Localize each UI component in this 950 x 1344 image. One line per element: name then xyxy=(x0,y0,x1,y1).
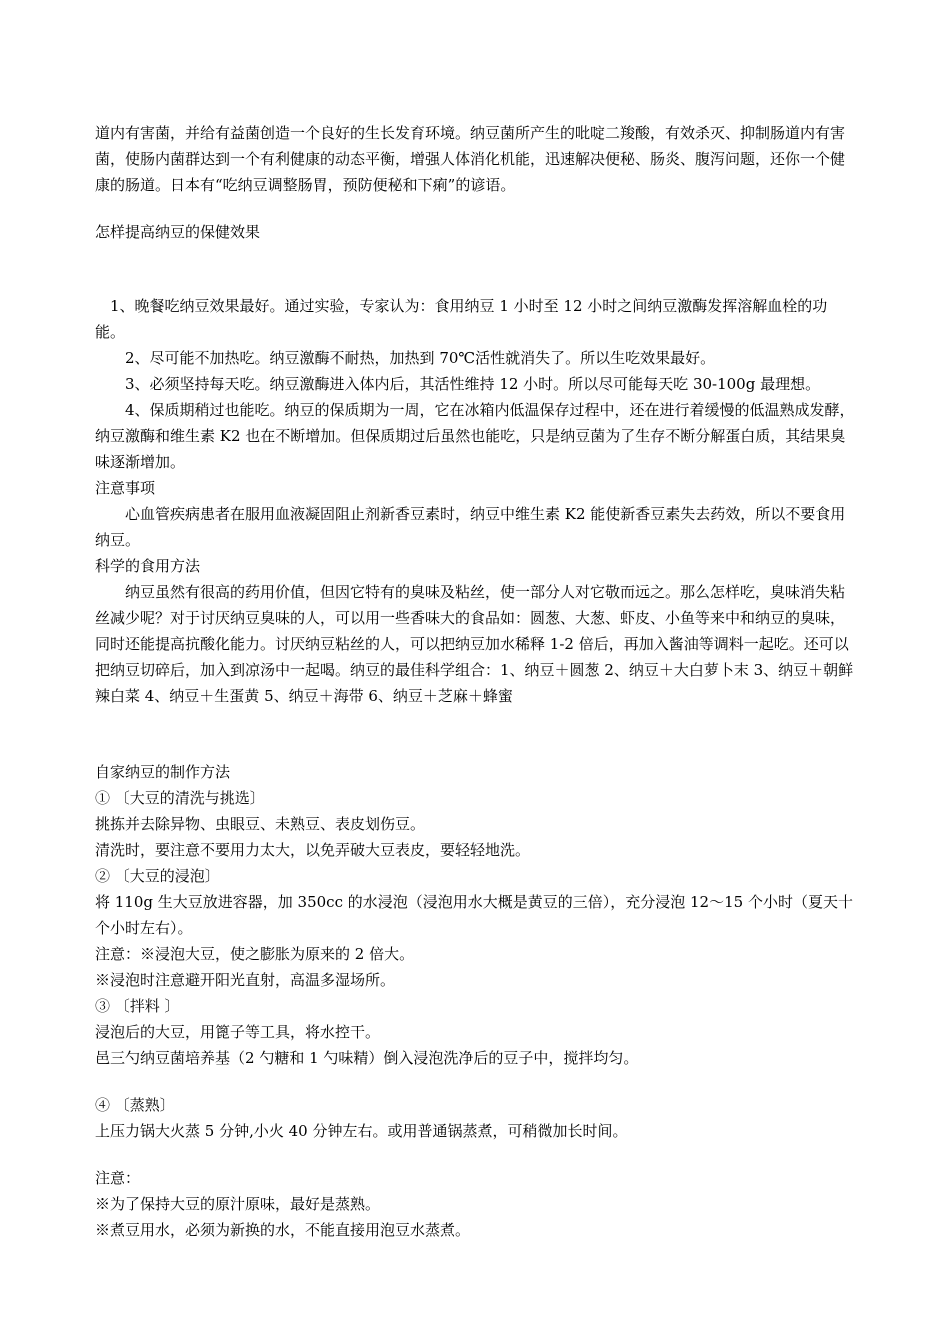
section-heading-cautions: 注意事项 xyxy=(95,479,156,497)
step-3-line: 邑三勺纳豆菌培养基（2 勺糖和 1 勺味精）倒入浸泡洗净后的豆子中，搅拌均匀。 xyxy=(95,1049,639,1067)
section-heading-eating-method: 科学的食用方法 xyxy=(95,557,201,575)
step-2-line: 注意：※浸泡大豆，使之膨胀为原来的 2 倍大。 xyxy=(95,945,415,963)
step-1-line: 挑拣并去除异物、虫眼豆、未熟豆、表皮划伤豆。 xyxy=(95,815,426,833)
tip-item-1: 1、晚餐吃纳豆效果最好。通过实验，专家认为：食用纳豆 1 小时至 12 小时之间纳豆激酶发挥溶解血栓的功能。 xyxy=(95,297,828,341)
spacer xyxy=(95,245,855,293)
step-2-title: ② 〔大豆的浸泡〕 xyxy=(95,867,220,885)
tip-item-4: 4、保质期稍过也能吃。纳豆的保质期为一周，它在冰箱内低温保存过程中，还在进行着缓慢的低温熟成发酵，纳豆激酶和维生素 K2 也在不断增加。但保质期过后虽然也能吃，只是纳豆菌为了生存不断分解蛋白质，其结果臭味逐渐增加。 xyxy=(95,401,855,471)
step-3-line: 浸泡后的大豆，用篦子等工具，将水控干。 xyxy=(95,1023,381,1041)
spacer xyxy=(95,1071,855,1092)
step-4-title: ④ 〔蒸熟〕 xyxy=(95,1096,175,1114)
note-line: ※为了保持大豆的原汁原味，最好是蒸熟。 xyxy=(95,1195,381,1213)
note-line: ※煮豆用水，必须为新换的水，不能直接用泡豆水蒸煮。 xyxy=(95,1221,471,1239)
document-page xyxy=(95,120,855,1243)
spacer xyxy=(95,198,855,219)
step-3-title: ③ 〔拌料 〕 xyxy=(95,997,180,1015)
spacer xyxy=(95,709,855,759)
step-1-line: 清洗时，要注意不要用力太大，以免弄破大豆表皮，要轻轻地洗。 xyxy=(95,841,531,859)
section-heading-health-effect: 怎样提高纳豆的保健效果 xyxy=(95,223,261,241)
step-1-title: ① 〔大豆的清洗与挑选〕 xyxy=(95,789,265,807)
note-title: 注意： xyxy=(95,1169,141,1187)
section-heading-homemade: 自家纳豆的制作方法 xyxy=(95,763,231,781)
step-2-line: ※浸泡时注意避开阳光直射，高温多湿场所。 xyxy=(95,971,396,989)
tip-item-2: 2、尽可能不加热吃。纳豆激酶不耐热，加热到 70℃活性就消失了。所以生吃效果最好。 xyxy=(125,349,716,367)
step-2-line: 将 110g 生大豆放进容器，加 350cc 的水浸泡（浸泡用水大概是黄豆的三倍），充分浸泡 12～15 个小时（夏天十个小时左右）。 xyxy=(95,893,853,937)
eating-method-paragraph: 纳豆虽然有很高的药用价值，但因它特有的臭味及粘丝，使一部分人对它敬而远之。那么怎样吃，臭味消失粘丝减少呢？对于讨厌纳豆臭味的人，可以用一些香味大的食品如：圆葱、大葱、虾皮、小鱼等来中和纳豆的臭味，同时还能提高抗酸化能力。讨厌纳豆粘丝的人，可以把纳豆加水稀释 1-2 倍后，再加入酱油等调料一起吃。还可以把纳豆切碎后，加入到凉汤中一起喝。纳豆的最佳科学组合：1、纳豆＋圆葱 2、纳豆＋大白萝卜末 3、纳豆＋朝鲜辣白菜 4、纳豆＋生蛋黄 5、纳豆＋海带 6、纳豆＋芝麻＋蜂蜜 xyxy=(95,583,854,705)
cautions-paragraph: 心血管疾病患者在服用血液凝固阻止剂新香豆素时，纳豆中维生素 K2 能使新香豆素失去药效，所以不要食用纳豆。 xyxy=(95,505,846,549)
step-4-line: 上压力锅大火蒸 5 分钟,小火 40 分钟左右。或用普通锅蒸煮，可稍微加长时间。 xyxy=(95,1122,628,1140)
spacer xyxy=(95,1144,855,1165)
tip-item-3: 3、必须坚持每天吃。纳豆激酶进入体内后，其活性维持 12 小时。所以尽可能每天吃 30-100g 最理想。 xyxy=(125,375,821,393)
intro-paragraph: 道内有害菌，并给有益菌创造一个良好的生长发育环境。纳豆菌所产生的吡啶二羧酸，有效杀灭、抑制肠道内有害菌，使肠内菌群达到一个有利健康的动态平衡，增强人体消化机能，迅速解决便秘、肠炎、腹泻问题，还你一个健康的肠道。日本有“吃纳豆调整肠胃，预防便秘和下痢”的谚语。 xyxy=(95,124,846,194)
